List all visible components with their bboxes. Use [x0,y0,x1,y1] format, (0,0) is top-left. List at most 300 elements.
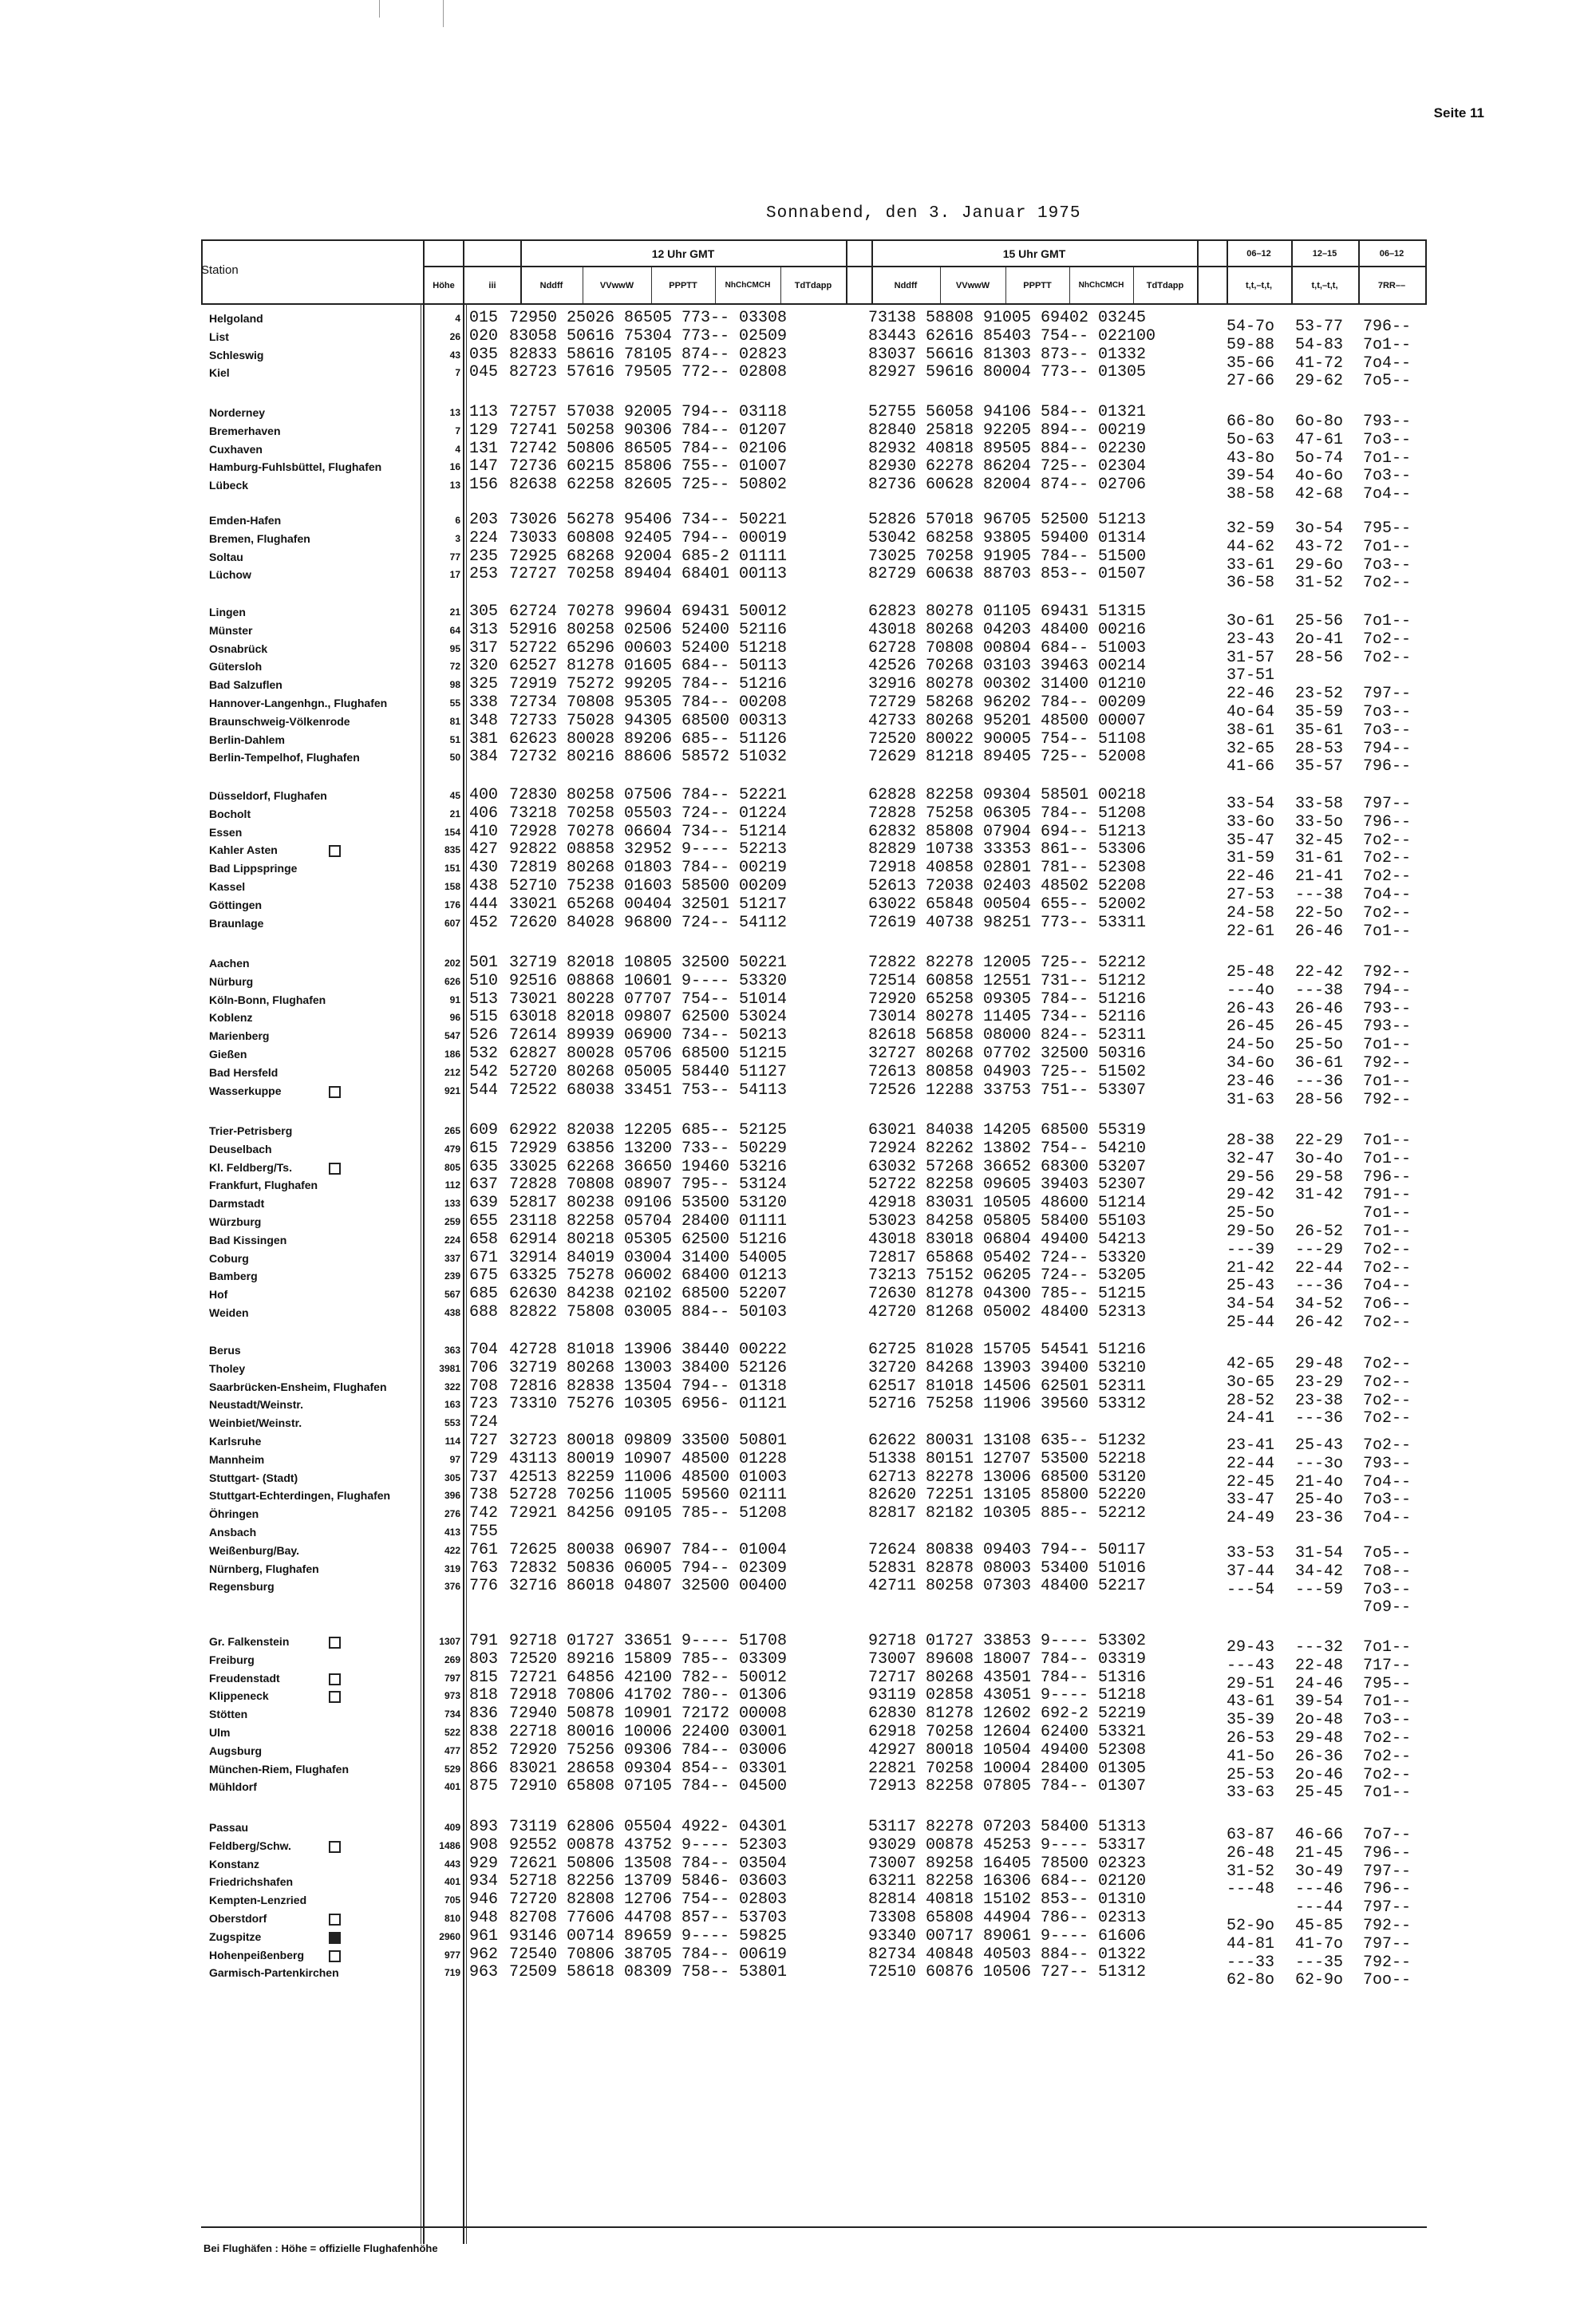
range-value: 717-- [1363,1657,1412,1675]
table-row [0,972,1596,990]
station-name: Berus [209,1344,241,1357]
range-value: 3o-61 [1227,612,1275,630]
station-id: 224 [469,529,499,547]
obs-12-utc: 82822 75808 03005 884-- 50103 [509,1303,788,1321]
station-id: 305 [469,602,499,621]
range-value: 3o-4o [1295,1150,1344,1168]
obs-15-utc: 82729 60638 88703 853-- 01507 [868,565,1147,583]
station-height: 626 [444,976,460,987]
obs-12-utc: 72940 50878 10901 72172 00008 [509,1704,788,1723]
obs-12-utc: 92552 00878 43752 9---- 52303 [509,1836,788,1855]
station-name: Gr. Falkenstein [209,1635,290,1648]
obs-15-utc: 73025 70258 91905 784-- 51500 [868,547,1147,566]
obs-15-utc: 62622 80031 13108 635-- 51232 [868,1432,1147,1450]
range-value: 23-41 [1227,1436,1275,1455]
station-name: Bad Hersfeld [209,1066,279,1079]
obs-15-utc: 63021 84038 14205 68500 55319 [868,1121,1147,1140]
station-name: Nürburg [209,975,254,988]
range-value: 7o3-- [1363,721,1412,740]
obs-12-utc: 92516 08868 10601 9---- 53320 [509,972,788,990]
station-name: Hamburg-Fuhlsbüttel, Flughafen [209,460,382,473]
station-name: Bremerhaven [209,425,281,437]
obs-12-utc: 92718 01727 33651 9---- 51708 [509,1632,788,1650]
obs-12-utc: 32716 86018 04807 32500 00400 [509,1577,788,1595]
station-name: Essen [209,826,243,839]
header-station: Station [201,263,239,277]
station-name: Nürnberg, Flughafen [209,1562,319,1575]
obs-15-utc: 62728 70808 00804 684-- 51003 [868,639,1147,658]
range-value: 26-45 [1295,1017,1344,1036]
station-height: 212 [444,1067,460,1078]
station-id: 637 [469,1175,499,1194]
obs-12-utc: 73310 75276 10305 6956- 01121 [509,1395,788,1413]
table-row [0,346,1596,363]
station-id: 203 [469,511,499,529]
station-height: 7 [455,425,460,436]
obs-12-utc: 72921 84256 09105 785-- 51208 [509,1504,788,1523]
station-name: Zugspitze [209,1930,262,1943]
station-height: 259 [444,1216,460,1227]
station-name: Passau [209,1821,249,1834]
range-value: 26-43 [1227,1000,1275,1018]
range-value: 47-61 [1295,431,1344,449]
station-id: 688 [469,1303,499,1321]
station-height: 319 [444,1563,460,1574]
range-value: 22-44 [1295,1259,1344,1278]
range-value: 28-38 [1227,1132,1275,1150]
header-hoehe: Höhe [433,281,455,290]
obs-12-utc: 82723 57616 79505 772-- 02808 [509,363,788,381]
station-name: Ulm [209,1726,231,1739]
station-id: 836 [469,1704,499,1723]
station-id: 893 [469,1818,499,1836]
station-id: 723 [469,1395,499,1413]
station-marker-icon [329,845,341,857]
station-id: 438 [469,877,499,895]
obs-12-utc: 43113 80019 10907 48500 01228 [509,1450,788,1468]
range-value: 29-42 [1227,1186,1275,1204]
station-name: Cuxhaven [209,443,263,456]
obs-12-utc: 93146 00714 89659 9---- 59825 [509,1927,788,1945]
station-id: 961 [469,1927,499,1945]
station-id: 325 [469,675,499,693]
station-height: 17 [449,569,460,580]
table-row [0,1632,1596,1649]
station-height: 797 [444,1673,460,1684]
obs-12-utc: 42728 81018 13906 38440 00222 [509,1341,788,1359]
table-row [0,1723,1596,1740]
range-value: 793-- [1363,1000,1412,1018]
range-head-1: 06–12 [1246,249,1271,259]
obs-12-utc: 72819 80268 01803 784-- 00219 [509,859,788,877]
table-row [0,859,1596,876]
station-height: 81 [449,716,460,727]
station-id: 655 [469,1212,499,1230]
station-id: 761 [469,1541,499,1559]
station-id: 742 [469,1504,499,1523]
range-value: 24-49 [1227,1509,1275,1527]
range-value: 7o1-- [1363,336,1412,354]
table-row [0,1341,1596,1358]
station-name: Norderney [209,406,266,419]
table-row [0,1249,1596,1266]
range-value: 42-68 [1295,485,1344,504]
station-id: 776 [469,1577,499,1595]
station-name: Aachen [209,957,250,970]
range-value: 33-6o [1227,813,1275,832]
range-value: ---59 [1295,1581,1344,1599]
range-value: ---38 [1295,982,1344,1000]
obs-15-utc: 63022 65848 00504 655-- 52002 [868,895,1147,914]
obs-12-utc: 73218 70258 05503 724-- 01224 [509,804,788,823]
obs-15-utc: 63211 82258 16306 684-- 02120 [868,1872,1147,1890]
range-value: 7o2-- [1363,1409,1412,1428]
range-value: 7o1-- [1363,1223,1412,1241]
table-row [0,1359,1596,1377]
obs-15-utc: 63032 57268 36652 68300 53207 [868,1158,1147,1176]
station-id: 675 [469,1266,499,1285]
range-value: 38-61 [1227,721,1275,740]
table-row [0,712,1596,729]
table-row [0,1686,1596,1704]
obs-15-utc: 72822 82278 12005 725-- 52212 [868,954,1147,972]
obs-15-utc: 53023 84258 05805 58400 55103 [868,1212,1147,1230]
range-value: 7o2-- [1363,574,1412,592]
range-value: 792-- [1363,1953,1412,1972]
station-height: 719 [444,1967,460,1978]
station-id: 838 [469,1723,499,1741]
obs-15-utc: 72729 58268 96202 784-- 00209 [868,693,1147,712]
station-name: Lingen [209,606,246,618]
station-marker-icon [329,1841,341,1853]
station-name: Emden-Hafen [209,514,282,527]
range-value: 7o2-- [1363,832,1412,850]
range-value: ---38 [1295,886,1344,904]
station-name: Gießen [209,1048,247,1061]
obs-12-utc: 42513 82259 11006 48500 01003 [509,1468,788,1487]
range-value: 31-61 [1295,849,1344,867]
station-name: Kassel [209,880,246,893]
range-value: 25-44 [1227,1313,1275,1332]
table-row [0,1026,1596,1044]
obs-15-utc: 82618 56858 08000 824-- 52311 [868,1026,1147,1045]
obs-12-utc: 33025 62268 36650 19460 53216 [509,1158,788,1176]
station-id: 513 [469,990,499,1009]
station-name: Weißenburg/Bay. [209,1544,300,1557]
station-name: Lübeck [209,479,249,492]
range-value: 7o8-- [1363,1562,1412,1581]
range-sub-3: 7RR–– [1377,281,1406,290]
station-id: 671 [469,1249,499,1267]
station-name: Neustadt/Weinstr. [209,1398,303,1411]
table-row [0,1523,1596,1540]
range-value: 29-58 [1295,1168,1344,1187]
station-id: 609 [469,1121,499,1140]
obs-12-utc: 83021 28658 09304 854-- 03301 [509,1760,788,1778]
obs-12-utc: 72741 50258 90306 784-- 01207 [509,421,788,440]
range-value: 44-62 [1227,538,1275,556]
obs-12-utc: 72832 50836 06005 794-- 02309 [509,1559,788,1578]
station-marker-icon [329,1637,341,1649]
table-row [0,1081,1596,1099]
range-value: 26-53 [1227,1729,1275,1748]
range-value: 23-46 [1227,1072,1275,1091]
range-value: 31-59 [1227,849,1275,867]
obs-12-utc: 72621 50806 13508 784-- 03504 [509,1855,788,1873]
range-value: 797-- [1363,1898,1412,1917]
range-value: 6o-8o [1295,413,1344,431]
obs-15-utc: 93029 00878 45253 9---- 53317 [868,1836,1147,1855]
range-value: 23-43 [1227,630,1275,649]
page-title: Sonnabend, den 3. Januar 1975 [766,204,1081,223]
range-value: 25-56 [1295,612,1344,630]
range-sub-1: t,t,–t,t, [1246,281,1272,290]
table-row [0,1741,1596,1759]
station-height: 3 [455,533,460,544]
station-id: 317 [469,639,499,658]
range-value: 7o7-- [1363,1826,1412,1844]
range-value: 62-9o [1295,1971,1344,1989]
station-name: Regensburg [209,1580,275,1593]
range-value: 7o9-- [1363,1598,1412,1617]
table-row [0,990,1596,1008]
range-value: 31-57 [1227,649,1275,667]
station-height: 77 [449,551,460,563]
station-id: 763 [469,1559,499,1578]
table-row [0,403,1596,421]
range-value: 7o4-- [1363,1509,1412,1527]
range-value: 29-56 [1227,1168,1275,1187]
obs-15-utc: 51338 80151 12707 53500 52218 [868,1450,1147,1468]
obs-15-utc: 22821 70258 10004 28400 01305 [868,1760,1147,1778]
range-value: 3o-49 [1295,1863,1344,1881]
station-height: 265 [444,1125,460,1136]
range-value: 26-42 [1295,1313,1344,1332]
table-row [0,1818,1596,1835]
station-name: Kempten-Lenzried [209,1894,307,1906]
range-value: 43-72 [1295,538,1344,556]
obs-15-utc: 72629 81218 89405 725-- 52008 [868,748,1147,766]
range-value: 7o4-- [1363,1277,1412,1295]
table-row [0,1266,1596,1284]
range-value: 7o6-- [1363,1295,1412,1313]
station-height: 1307 [439,1636,460,1647]
range-value: 7o3-- [1363,1581,1412,1599]
station-height: 16 [449,461,460,472]
station-height: 13 [449,407,460,418]
station-height: 973 [444,1690,460,1701]
station-height: 522 [444,1727,460,1738]
station-height: 553 [444,1417,460,1428]
range-value: 797-- [1363,685,1412,703]
station-id: 635 [469,1158,499,1176]
range-value: 796-- [1363,1880,1412,1898]
obs-15-utc: 72624 80838 09403 794-- 50117 [868,1541,1147,1559]
obs-12-utc: 82638 62258 82605 725-- 50802 [509,476,788,494]
station-height: 479 [444,1144,460,1155]
station-height: 438 [444,1307,460,1318]
range-value: ---36 [1295,1409,1344,1428]
table-row [0,1541,1596,1558]
header-15-uhr: 15 Uhr GMT [1002,247,1066,260]
station-marker-icon [329,1914,341,1926]
obs-12-utc: 72625 80038 06907 784-- 01004 [509,1541,788,1559]
station-id: 929 [469,1855,499,1873]
range-value: 35-47 [1227,832,1275,850]
station-name: München-Riem, Flughafen [209,1763,349,1776]
range-value: 795-- [1363,519,1412,538]
station-name: Marienberg [209,1029,270,1042]
station-height: 163 [444,1399,460,1410]
range-value: 36-61 [1295,1054,1344,1072]
obs-12-utc: 62827 80028 05706 68500 51215 [509,1045,788,1063]
range-value: 35-59 [1295,703,1344,721]
station-height: 2960 [439,1931,460,1942]
range-value: ---54 [1227,1581,1275,1599]
station-id: 015 [469,309,499,327]
station-height: 921 [444,1085,460,1096]
station-height: 21 [449,606,460,618]
station-id: 406 [469,804,499,823]
range-value: 7o1-- [1363,449,1412,468]
station-height: 396 [444,1490,460,1501]
station-name: Bamberg [209,1270,258,1282]
obs-12-utc: 72520 89216 15809 785-- 03309 [509,1650,788,1669]
range-value: ---33 [1227,1953,1275,1972]
station-name: Kiel [209,366,230,379]
obs-12-utc: 62623 80028 89206 685-- 51126 [509,730,788,749]
range-value: 24-58 [1227,904,1275,922]
header-iii: iii [488,281,496,290]
station-name: Würzburg [209,1215,262,1228]
table-row [0,1650,1596,1668]
station-height: 529 [444,1764,460,1775]
range-value: 26-45 [1227,1017,1275,1036]
range-value: 31-63 [1227,1091,1275,1109]
station-height: 305 [444,1472,460,1483]
station-name: Bad Salzuflen [209,678,282,691]
obs-15-utc: 72526 12288 33753 751-- 53307 [868,1081,1147,1100]
obs-12-utc: 82833 58616 78105 874-- 02823 [509,346,788,364]
obs-15-utc: 53042 68258 93805 59400 01314 [868,529,1147,547]
sub-vvwww-12: VVwwW [599,281,634,290]
station-id: 729 [469,1450,499,1468]
range-value: 24-41 [1227,1409,1275,1428]
range-value: 34-6o [1227,1054,1275,1072]
range-value: 26-52 [1295,1223,1344,1241]
station-name: Friedrichshafen [209,1875,294,1888]
range-value: 26-36 [1295,1748,1344,1766]
station-height: 21 [449,808,460,820]
table-row [0,657,1596,674]
station-marker-icon [329,1086,341,1098]
obs-12-utc: 72509 58618 08309 758-- 53801 [509,1963,788,1981]
station-height: 422 [444,1545,460,1556]
station-height: 363 [444,1345,460,1356]
station-height: 13 [449,480,460,491]
obs-15-utc: 43018 80268 04203 48400 00216 [868,621,1147,639]
obs-15-utc: 82817 82182 10305 885-- 52212 [868,1504,1147,1523]
table-row [0,1468,1596,1486]
range-value: 7oo-- [1363,1971,1412,1989]
range-value: 7o1-- [1363,1132,1412,1150]
table-row [0,840,1596,858]
range-value: ---44 [1295,1898,1344,1917]
sub-ppptt-12: PPPTT [669,281,697,290]
station-height: 401 [444,1781,460,1792]
station-id: 444 [469,895,499,914]
station-height: 337 [444,1253,460,1264]
range-value: 2o-41 [1295,630,1344,649]
station-name: Stötten [209,1708,248,1720]
range-value: 34-54 [1227,1295,1275,1313]
table-row [0,1303,1596,1321]
station-name: Oberstdorf [209,1912,267,1925]
table-row [0,1559,1596,1577]
sub-ppptt-15: PPPTT [1023,281,1052,290]
range-value: 7o2-- [1363,1766,1412,1784]
range-value: 23-29 [1295,1373,1344,1392]
range-value: ---4o [1227,982,1275,1000]
obs-15-utc: 62725 81028 15705 54541 51216 [868,1341,1147,1359]
range-value: 7o2-- [1363,1259,1412,1278]
range-value: 25-43 [1227,1277,1275,1295]
range-value: 797-- [1363,1863,1412,1881]
table-row [0,1285,1596,1302]
station-height: 186 [444,1049,460,1060]
station-name: Göttingen [209,899,263,911]
range-value: 27-66 [1227,372,1275,390]
obs-15-utc: 52755 56058 94106 584-- 01321 [868,403,1147,421]
table-row [0,1945,1596,1963]
range-value: 52-9o [1227,1917,1275,1935]
obs-15-utc: 92718 01727 33853 9---- 53302 [868,1632,1147,1650]
range-head-2: 12–15 [1312,249,1337,259]
range-value: 41-7o [1295,1935,1344,1953]
obs-12-utc: 73021 80228 07707 754-- 51014 [509,990,788,1009]
station-id: 235 [469,547,499,566]
obs-15-utc: 32727 80268 07702 32500 50316 [868,1045,1147,1063]
range-value: 7o5-- [1363,1544,1412,1562]
range-value: 39-54 [1227,467,1275,485]
obs-15-utc: 72828 75258 06305 784-- 51208 [868,804,1147,823]
table-row [0,1212,1596,1230]
scan-line [443,0,444,27]
range-value: 46-66 [1295,1826,1344,1844]
station-id: 704 [469,1341,499,1359]
station-name: Braunlage [209,917,264,930]
range-value: 793-- [1363,1455,1412,1473]
station-id: 852 [469,1741,499,1760]
station-id: 934 [469,1872,499,1890]
obs-12-utc: 32723 80018 09809 33500 50801 [509,1432,788,1450]
range-value: 3o-65 [1227,1373,1275,1392]
range-value: 29-48 [1295,1729,1344,1748]
station-id: 962 [469,1945,499,1964]
range-value: 31-42 [1295,1186,1344,1204]
table-row [0,877,1596,895]
station-name: Saarbrücken-Ensheim, Flughafen [209,1381,387,1393]
range-value: 792-- [1363,1917,1412,1935]
range-value: 45-85 [1295,1917,1344,1935]
obs-12-utc: 92822 08858 32952 9---- 52213 [509,840,788,859]
station-id: 532 [469,1045,499,1063]
range-value: 26-46 [1295,1000,1344,1018]
sub-nddff-15: Nddff [894,281,918,290]
obs-12-utc: 52720 80268 05005 58440 51127 [509,1063,788,1081]
table-row [0,1395,1596,1412]
table-row [0,1963,1596,1981]
